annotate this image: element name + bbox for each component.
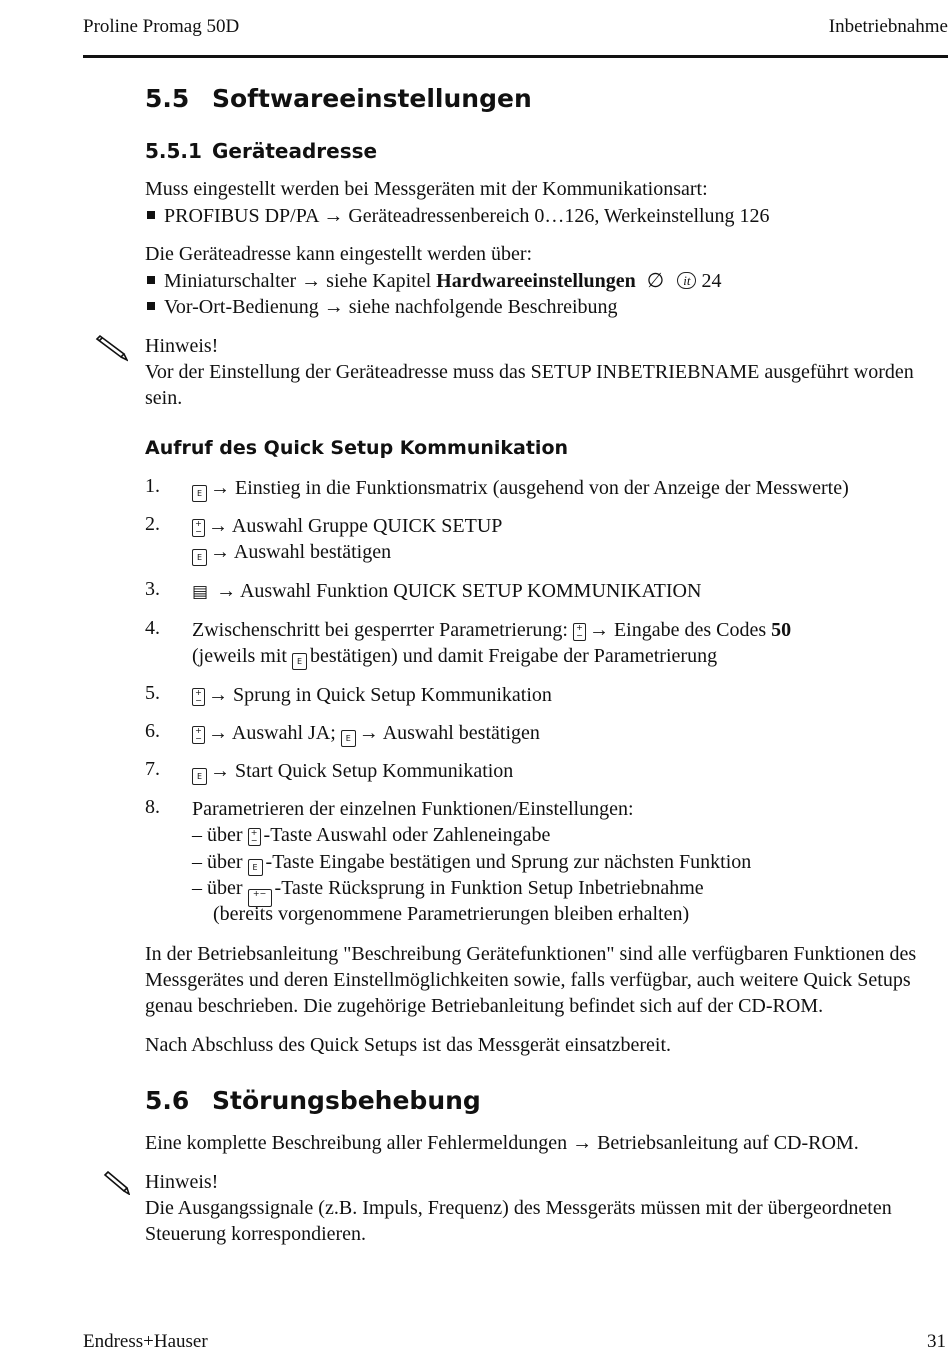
- section-number-5-6: 5.6: [145, 1086, 190, 1115]
- step-8-dash-2: [192, 849, 751, 876]
- footer-page-number: 31: [927, 1331, 946, 1352]
- hardware-settings-reference: Hardwareeinstellungen: [436, 270, 636, 292]
- step-1-text: → Einstieg in die Funktionsmatrix (ausgehend von der Anzeige der Messwerte): [210, 477, 849, 499]
- header-document-title: Proline Promag 50D: [83, 16, 240, 37]
- enter-key-icon: E: [248, 859, 263, 876]
- enter-key-icon: E: [192, 768, 207, 785]
- step-2a: [192, 513, 502, 539]
- step-number-6: 6.: [145, 720, 160, 742]
- enter-key-icon: E: [292, 653, 307, 670]
- paragraph-manual-line-3: genau beschrieben. Die zugehörige Betriebanleitung befindet sich auf der CD-ROM.: [145, 995, 824, 1017]
- paragraph-address-options: Die Geräteadresse kann eingestellt werden über:: [145, 243, 533, 265]
- step-4b: [192, 643, 717, 670]
- step-6: [192, 720, 540, 747]
- step-3: [192, 578, 701, 605]
- footer-company: Endress+Hauser: [83, 1331, 208, 1352]
- step-1: [192, 475, 849, 502]
- bullet-marker: [147, 276, 155, 284]
- enter-key-icon: E: [192, 485, 207, 502]
- plus-minus-key-icon: + −: [192, 726, 205, 744]
- step-2b: [192, 539, 391, 566]
- step-number-1: 1.: [145, 475, 160, 497]
- step-4a-text: Zwischenschritt bei gesperrter Parametrierung:: [192, 619, 573, 641]
- bullet-marker: [147, 302, 155, 310]
- note-2-text-line-2: Steuerung korrespondieren.: [145, 1223, 367, 1245]
- pencil-icon: [102, 1171, 130, 1195]
- step-number-3: 3.: [145, 578, 160, 600]
- step-5: [192, 682, 552, 708]
- step-8-text: Parametrieren der einzelnen Funktionen/Einstellungen:: [192, 798, 634, 820]
- dash-1-text: -Taste Auswahl oder Zahleneingabe: [263, 824, 551, 846]
- enter-key-icon: E: [341, 730, 356, 747]
- section-title-5-6: Störungsbehebung: [212, 1086, 481, 1115]
- bullet-miniature-switch: [164, 268, 721, 294]
- subsection-number-5-5-1: 5.5.1: [145, 139, 202, 163]
- note-label-2: Hinweis!: [145, 1171, 219, 1193]
- note-text-line-2: sein.: [145, 387, 183, 409]
- step-4b-text-2: bestätigen) und damit Freigabe der Parametrierung: [309, 645, 718, 667]
- bullet-miniature-switch-text: Miniaturschalter → siehe Kapitel: [164, 270, 437, 292]
- plus-minus-key-icon: + −: [573, 623, 586, 641]
- step-5-text: → Sprung in Quick Setup Kommunikation: [208, 684, 552, 706]
- step-7: [192, 758, 513, 785]
- step-8-dash-3-continuation: (bereits vorgenommene Parametrierungen bleiben erhalten): [213, 903, 690, 925]
- note-2-text-line-1: Die Ausgangssignale (z.B. Impuls, Frequenz) des Messgeräts müssen mit der übergeordneten: [145, 1197, 892, 1219]
- dash-prefix: – über: [192, 824, 248, 846]
- step-8-dash-1: [192, 822, 550, 848]
- bullet-profibus: PROFIBUS DP/PA → Geräteadressenbereich 0…126, Werkeinstellung 126: [164, 205, 770, 227]
- step-2b-text: → Auswahl bestätigen: [210, 541, 392, 563]
- enter-key-icon: E: [192, 549, 207, 566]
- step-6-text-2: → Auswahl bestätigen: [358, 722, 540, 744]
- step-number-5: 5.: [145, 682, 160, 704]
- quick-setup-heading: Aufruf des Quick Setup Kommunikation: [145, 437, 569, 459]
- section-title-5-5: Softwareeinstellungen: [212, 84, 532, 113]
- step-number-7: 7.: [145, 758, 160, 780]
- step-2a-text: → Auswahl Gruppe QUICK SETUP: [208, 515, 503, 537]
- paragraph-ready: Nach Abschluss des Quick Setups ist das Messgerät einsatzbereit.: [145, 1034, 672, 1056]
- bullet-marker: [147, 211, 155, 219]
- step-4b-text: (jeweils mit: [192, 645, 292, 667]
- paragraph-error-messages: Eine komplette Beschreibung aller Fehlermeldungen → Betriebsanleitung auf CD-ROM.: [145, 1132, 859, 1154]
- dash-prefix: – über: [192, 851, 248, 873]
- multi-key-icon: ▤: [192, 582, 209, 602]
- pencil-icon: [94, 334, 128, 362]
- step-number-8: 8.: [145, 796, 160, 818]
- step-6-text: → Auswahl JA;: [208, 722, 341, 744]
- section-number-5-5: 5.5: [145, 84, 190, 113]
- escape-key-icon: +−: [248, 889, 272, 907]
- page-reference-number: 24: [701, 270, 722, 292]
- dash-3-text: -Taste Rücksprung in Funktion Setup Inbetriebnahme: [274, 877, 704, 899]
- step-number-4: 4.: [145, 617, 160, 639]
- bullet-local-operation: Vor-Ort-Bedienung → siehe nachfolgende Beschreibung: [164, 296, 618, 318]
- paragraph-manual-line-1: In der Betriebsanleitung "Beschreibung Gerätefunktionen" sind alle verfügbaren Funktionen des: [145, 943, 917, 965]
- plus-minus-key-icon: + −: [192, 688, 205, 706]
- note-text-line-1: Vor der Einstellung der Geräteadresse muss das SETUP INBETRIEBNAME ausgeführt worden: [145, 361, 914, 383]
- step-7-text: → Start Quick Setup Kommunikation: [210, 760, 514, 782]
- paragraph-communication: Muss eingestellt werden bei Messgeräten mit der Kommunikationsart:: [145, 178, 708, 200]
- step-number-2: 2.: [145, 513, 160, 535]
- header-chapter-title: Inbetriebnahme: [828, 16, 948, 37]
- step-4a: [192, 617, 791, 643]
- page-reference-icon: it: [677, 272, 696, 289]
- subsection-title-5-5-1: Geräteadresse: [212, 139, 378, 163]
- step-4a-text-2: → Eingabe des Codes: [588, 619, 772, 641]
- dash-prefix: – über: [192, 877, 248, 899]
- note-label: Hinweis!: [145, 335, 219, 357]
- code-value: 50: [771, 619, 792, 641]
- paragraph-manual-line-2: Messgerätes und deren Einstellmöglichkeiten sowie, falls verfügbar, auch weitere Quick Setups: [145, 969, 911, 991]
- reference-symbol: ∅: [646, 270, 665, 292]
- header-rule: [83, 55, 948, 58]
- plus-minus-key-icon: + −: [192, 519, 205, 537]
- dash-2-text: -Taste Eingabe bestätigen und Sprung zur nächsten Funktion: [265, 851, 752, 873]
- plus-minus-key-icon: + −: [248, 828, 261, 846]
- step-3-text: → Auswahl Funktion QUICK SETUP KOMMUNIKATION: [216, 580, 702, 602]
